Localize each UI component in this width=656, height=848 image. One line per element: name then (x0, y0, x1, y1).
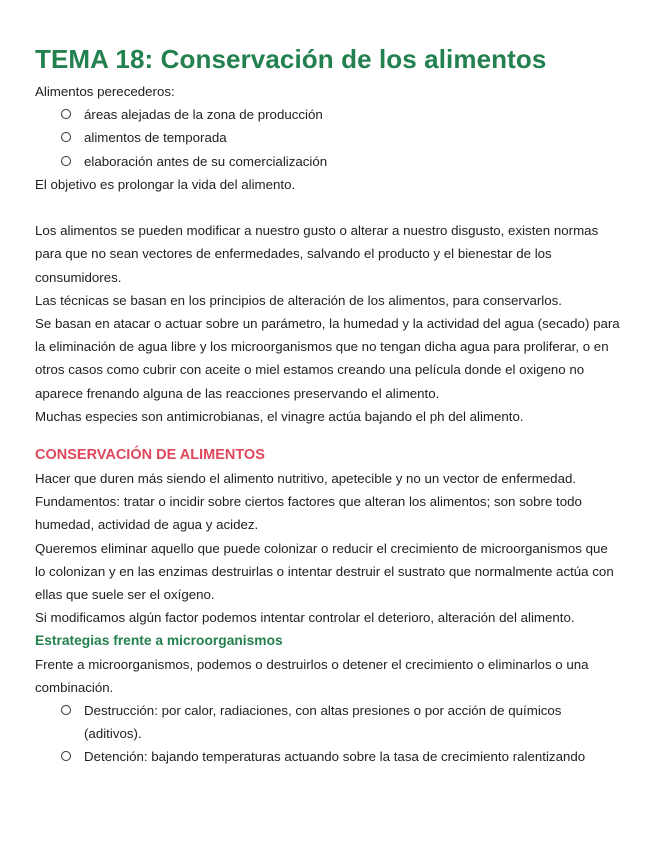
objective-text: El objetivo es prolongar la vida del alimento. (35, 176, 296, 192)
strategies-list (35, 699, 620, 769)
circle-bullet-icon (61, 156, 71, 166)
perishable-lead: Alimentos perecederos: (35, 84, 175, 99)
circle-bullet-icon (61, 751, 71, 761)
circle-bullet-icon (61, 109, 71, 119)
paragraph: Las técnicas se basan en los principios de alteración de los alimentos, para conservarlos. (35, 292, 562, 308)
paragraph: Muchas especies son antimicrobianas, el vinagre actúa bajando el ph del alimento. (35, 408, 524, 424)
paragraph: Hacer que duren más siendo el alimento nutritivo, apetecible y no un vector de enfermedad. (35, 471, 577, 487)
list-item: áreas alejadas de la zona de producción (59, 103, 620, 126)
section-heading: CONSERVACIÓN DE ALIMENTOS (35, 447, 265, 464)
page-title: TEMA 18: Conservación de los alimentos (35, 44, 547, 74)
list-item: elaboración antes de su comercialización (59, 150, 620, 173)
list-item: alimentos de temporada (59, 126, 620, 149)
perishable-list (35, 103, 620, 173)
paragraph: Fundamentos: tratar o incidir sobre ciertos factores que alteran los alimentos; son sobre todo humedad, actividad de agua y acidez. (35, 494, 582, 533)
list-item: Destrucción: por calor, radiaciones, con altas presiones o por acción de químicos (aditivos). (59, 699, 620, 745)
circle-bullet-icon (61, 705, 71, 715)
list-item: Detención: bajando temperaturas actuando sobre la tasa de crecimiento ralentizando (59, 745, 620, 768)
paragraph: Si modificamos algún factor podemos intentar controlar el deterioro, alteración del alimento. (35, 610, 575, 626)
subsection-heading: Estrategias frente a microorganismos (35, 633, 283, 649)
paragraph: Los alimentos se pueden modificar a nuestro gusto o alterar a nuestro disgusto, existen normas para que no sean vectores de enfermedades, salvando el producto y el bienestar de los consumidores. (35, 223, 599, 285)
paragraph: Frente a microorganismos, podemos o destruirlos o detener el crecimiento o eliminarlos o una combinación. (35, 656, 589, 695)
paragraph: Se basan en atacar o actuar sobre un parámetro, la humedad y la actividad del agua (secado) para la eliminación de agua libre y los microorganismos que no tengan dicha agua para proliferar, o en otros casos como cubrir con aceite o miel estamos creando una película donde el oxigeno no aparece frenando alguna de las reacciones preservando el alimento. (35, 316, 620, 401)
paragraph: Queremos eliminar aquello que puede colonizar o reducir el crecimiento de microorganismos que lo colonizan y en las enzimas destruirlas o intentar destruir el sustrato que normalmente actúa con ellas que suele ser el oxígeno. (35, 540, 614, 603)
spacer (35, 196, 620, 219)
circle-bullet-icon (61, 132, 71, 142)
